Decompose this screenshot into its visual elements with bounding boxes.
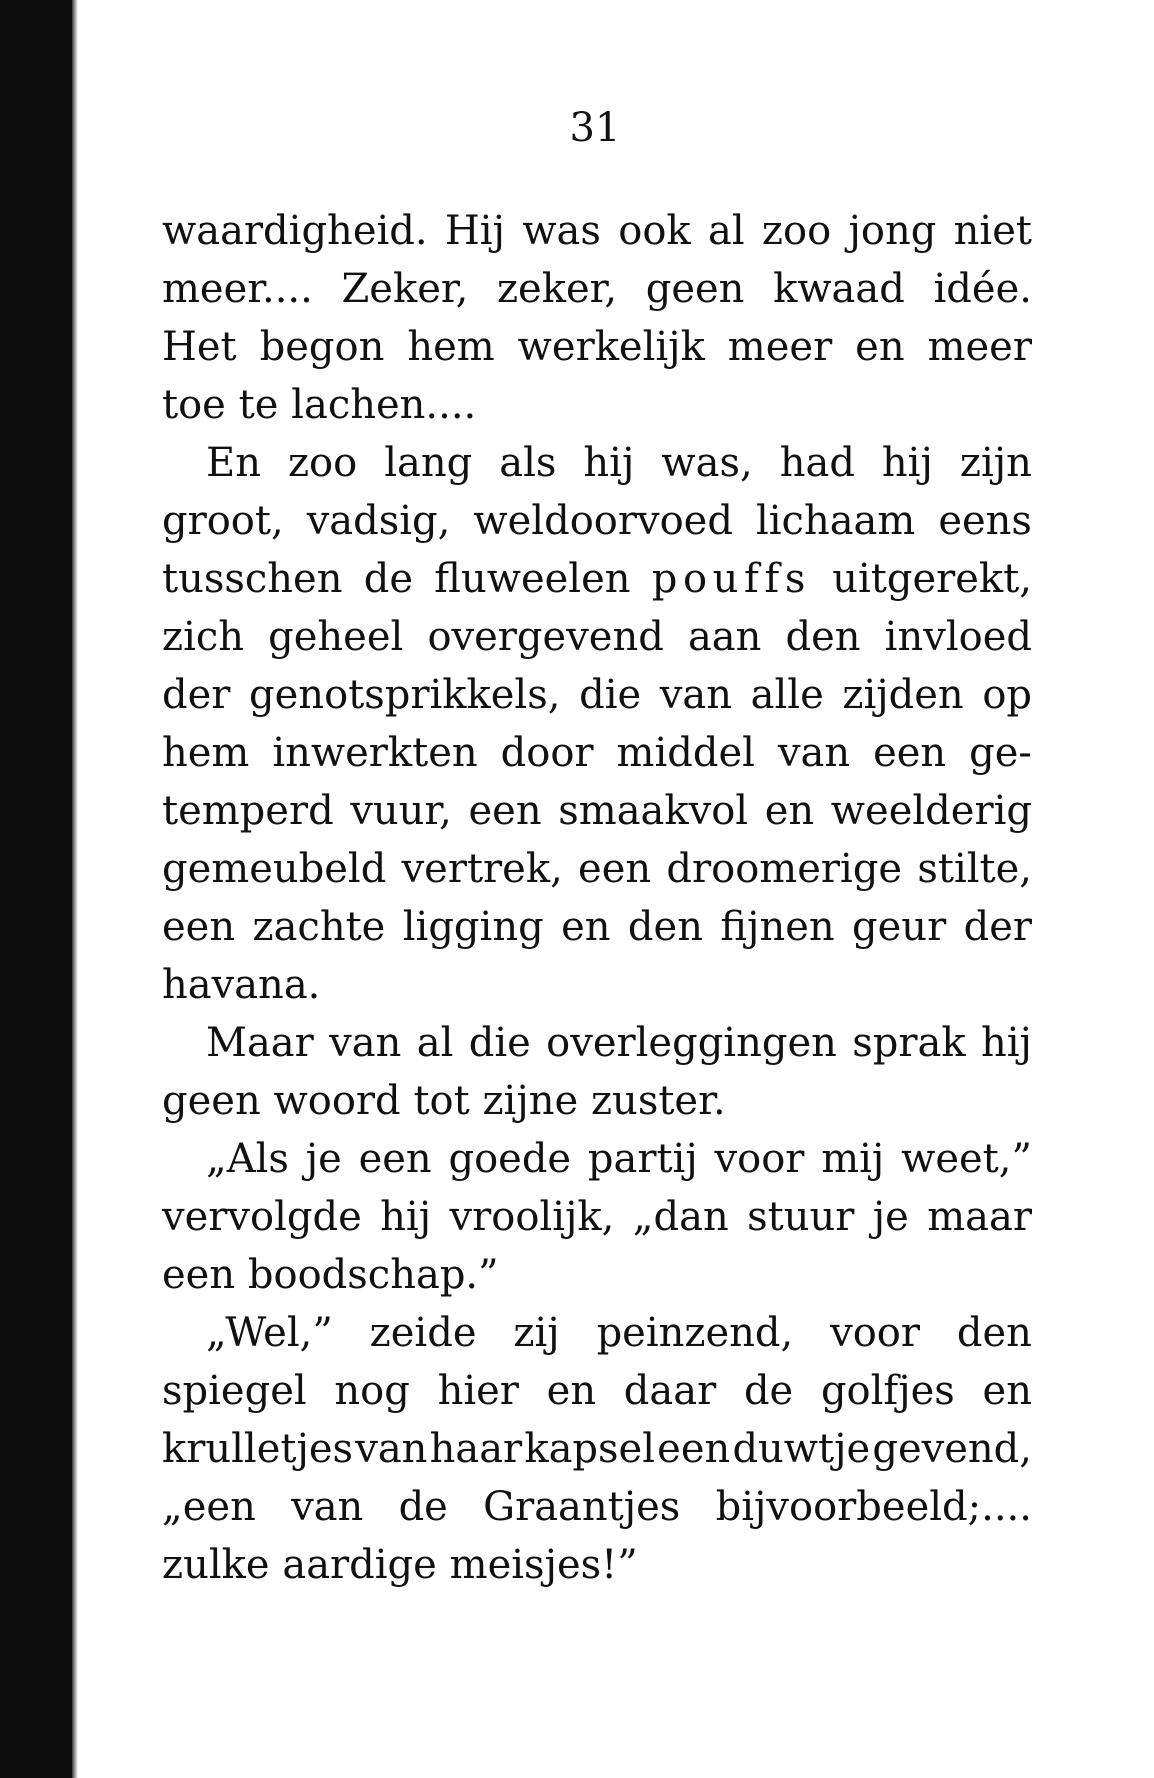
word: meisjes!” — [449, 1542, 638, 1588]
word: je — [305, 1136, 342, 1182]
word: een — [358, 1136, 432, 1182]
word: aardige — [282, 1542, 437, 1588]
word: zeker, — [496, 266, 618, 312]
word: van — [777, 730, 851, 776]
text-line — [162, 376, 1032, 434]
word: mij — [821, 1136, 885, 1182]
word: hier — [437, 1368, 519, 1414]
word: op — [982, 672, 1032, 718]
word: ook — [618, 208, 691, 254]
page-number: 31 — [569, 105, 621, 151]
word: geen — [162, 1078, 261, 1124]
text-line — [162, 1246, 1032, 1304]
word: van — [355, 1426, 428, 1472]
text-line — [162, 202, 1032, 260]
word: gevend, — [872, 1426, 1032, 1472]
spine-edge-gradient — [72, 0, 78, 1778]
word: al — [416, 1020, 454, 1066]
text-line — [162, 782, 1032, 840]
word: „Wel,” — [206, 1310, 333, 1356]
word: daar — [623, 1368, 717, 1414]
text-line — [162, 260, 1032, 318]
word: zich — [162, 614, 245, 660]
word: aan — [687, 614, 762, 660]
word: een — [578, 846, 652, 892]
text-line — [162, 1130, 1032, 1188]
text-line — [162, 1072, 1032, 1130]
word: overleggingen — [546, 1020, 837, 1066]
word: en — [561, 904, 611, 950]
word: zij — [513, 1310, 560, 1356]
word: smaakvol — [558, 788, 749, 834]
word: was, — [661, 440, 753, 486]
word: den — [785, 614, 861, 660]
word: goede — [448, 1136, 572, 1182]
word: kapsel — [524, 1426, 656, 1472]
word: pouffs — [651, 556, 811, 602]
word: tot — [413, 1078, 470, 1124]
word: te — [238, 382, 279, 428]
word: fluweelen — [434, 556, 631, 602]
word: waardigheid. — [162, 208, 428, 254]
word: partij — [587, 1136, 698, 1182]
word: den — [956, 1310, 1032, 1356]
word: de — [363, 556, 414, 602]
word: temperd — [162, 788, 334, 834]
word: lachen.... — [291, 382, 477, 428]
word: peinzend, — [596, 1310, 794, 1356]
word: een — [657, 1426, 731, 1472]
word: zijden — [842, 672, 964, 718]
word: „een — [162, 1484, 256, 1530]
word: Maar — [206, 1020, 314, 1066]
text-line — [162, 434, 1032, 492]
text-line — [162, 550, 1032, 608]
word: meer — [727, 324, 833, 370]
word: meer — [927, 324, 1032, 370]
word: genotsprikkels, — [249, 672, 561, 718]
word: zulke — [162, 1542, 270, 1588]
word: nog — [334, 1368, 410, 1414]
word: toe — [162, 382, 226, 428]
word: voor — [830, 1310, 921, 1356]
text-line — [162, 1420, 1032, 1478]
word: hij — [980, 1020, 1032, 1066]
word: idée. — [933, 266, 1032, 312]
word: geen — [645, 266, 745, 312]
word: geur — [852, 904, 947, 950]
word: maar — [927, 1194, 1032, 1240]
word: was — [522, 208, 601, 254]
word: havana. — [162, 962, 321, 1008]
word: geheel — [268, 614, 404, 660]
word: je — [872, 1194, 909, 1240]
word: weet,” — [901, 1136, 1032, 1182]
word: zachte — [252, 904, 386, 950]
word: begon — [259, 324, 385, 370]
word: de — [743, 1368, 794, 1414]
word: groot, — [162, 498, 284, 544]
word: een — [873, 730, 947, 776]
word: Het — [162, 324, 237, 370]
word: had — [779, 440, 855, 486]
word: ligging — [402, 904, 544, 950]
word: inwerkten — [272, 730, 478, 776]
text-line — [162, 840, 1032, 898]
word: door — [500, 730, 594, 776]
word: zoo — [761, 208, 832, 254]
word: meer.... — [162, 266, 313, 312]
word: hij — [881, 440, 933, 486]
word: fijnen — [720, 904, 835, 950]
text-line — [162, 1014, 1032, 1072]
word: niet — [953, 208, 1032, 254]
word: en — [546, 1368, 597, 1414]
word: lichaam — [755, 498, 916, 544]
text-line — [162, 492, 1032, 550]
word: den — [627, 904, 703, 950]
word: middel — [616, 730, 755, 776]
word: eens — [938, 498, 1032, 544]
text-line — [162, 1478, 1032, 1536]
text-line — [162, 956, 1032, 1014]
word: Graantjes — [483, 1484, 681, 1530]
word: alle — [750, 672, 824, 718]
word: spiegel — [162, 1368, 307, 1414]
word: der — [963, 904, 1032, 950]
word: die — [468, 1020, 531, 1066]
text-line — [162, 1304, 1032, 1362]
text-line — [162, 898, 1032, 956]
word: weelderig — [830, 788, 1032, 834]
word: al — [707, 208, 745, 254]
text-line — [162, 666, 1032, 724]
word: hem — [407, 324, 495, 370]
word: zuster. — [590, 1078, 726, 1124]
word: zoo — [287, 440, 358, 486]
word: uitgerekt, — [832, 556, 1032, 602]
word: vadsig, — [306, 498, 451, 544]
text-line — [162, 318, 1032, 376]
word: hij — [583, 440, 635, 486]
word: weldoorvoed — [473, 498, 733, 544]
word: haar — [429, 1426, 523, 1472]
word: En — [206, 440, 261, 486]
word: werkelijk — [517, 324, 705, 370]
word: zijne — [482, 1078, 579, 1124]
word: stilte, — [917, 846, 1032, 892]
word: van — [329, 1020, 402, 1066]
word: stuur — [747, 1194, 855, 1240]
word: en — [982, 1368, 1032, 1414]
word: een — [468, 788, 542, 834]
word: jong — [848, 208, 937, 254]
word: van — [659, 672, 733, 718]
word: hem — [162, 730, 250, 776]
word: tusschen — [162, 556, 343, 602]
word: als — [499, 440, 557, 486]
word: en — [764, 788, 815, 834]
word: der — [162, 672, 231, 718]
word: zijn — [959, 440, 1032, 486]
body-text — [162, 202, 1032, 1594]
text-line — [162, 1188, 1032, 1246]
word: sprak — [852, 1020, 966, 1066]
text-line — [162, 724, 1032, 782]
word: duwtje — [732, 1426, 871, 1472]
word: voor — [714, 1136, 805, 1182]
word: bijvoorbeeld;.... — [715, 1484, 1032, 1530]
word: boodschap.” — [247, 1252, 499, 1298]
word: golfjes — [820, 1368, 955, 1414]
text-line — [162, 1362, 1032, 1420]
word: Hij — [444, 208, 505, 254]
word: van — [291, 1484, 364, 1530]
word: Zeker, — [341, 266, 469, 312]
word: ge- — [969, 730, 1032, 776]
word: vroolijk, — [449, 1194, 615, 1240]
word: vervolgde — [162, 1194, 362, 1240]
word: krulletjes — [162, 1426, 354, 1472]
book-spine-shadow — [0, 0, 72, 1778]
word: woord — [273, 1078, 401, 1124]
word: hij — [380, 1194, 432, 1240]
text-line — [162, 608, 1032, 666]
word: de — [398, 1484, 448, 1530]
word: lang — [384, 440, 473, 486]
word: „dan — [632, 1194, 729, 1240]
word: een — [162, 904, 236, 950]
word: die — [579, 672, 642, 718]
word: zeide — [369, 1310, 477, 1356]
word: vuur, — [350, 788, 452, 834]
word: en — [855, 324, 905, 370]
word: overgevend — [427, 614, 664, 660]
word: droomerige — [666, 846, 903, 892]
word: een — [162, 1252, 236, 1298]
word: invloed — [884, 614, 1032, 660]
word: „Als — [206, 1136, 289, 1182]
word: vertrek, — [401, 846, 563, 892]
word: gemeubeld — [162, 846, 387, 892]
text-line — [162, 1536, 1032, 1594]
word: kwaad — [773, 266, 905, 312]
